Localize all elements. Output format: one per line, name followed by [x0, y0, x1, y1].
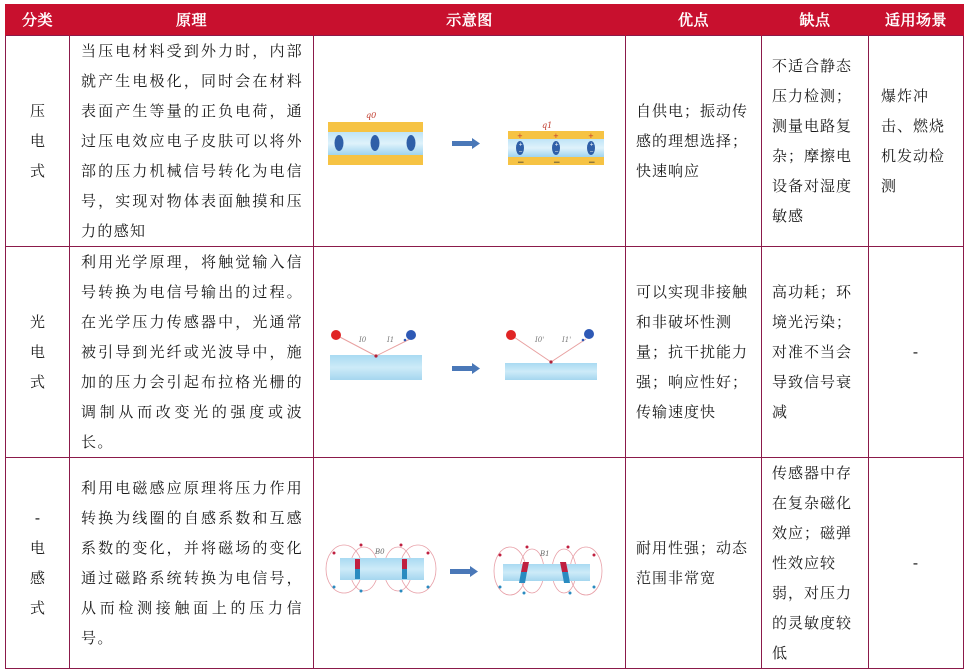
i1-prime-label: I1' — [562, 336, 572, 344]
inductive-diagram — [314, 463, 626, 663]
advantages-cell: 自供电；振动传感的理想选择；快速响应 — [626, 36, 762, 247]
table-header-row — [6, 4, 964, 36]
table-row — [6, 458, 964, 669]
svg-text:−: − — [554, 149, 559, 155]
diagram-cell — [314, 36, 626, 247]
optical-diagram — [314, 252, 626, 452]
b1-label: B1 — [540, 550, 550, 558]
category-label: -电感式 — [29, 509, 45, 617]
header-disadvantages: 缺点 — [762, 4, 869, 36]
sensor-comparison-table — [5, 4, 964, 669]
svg-text:−: − — [517, 158, 525, 168]
scenarios-cell: - — [869, 458, 964, 669]
i1-label: I1 — [387, 336, 395, 344]
svg-text:−: − — [588, 158, 596, 168]
svg-text:+: + — [518, 142, 523, 148]
principle-cell: 利用光学原理，将触觉输入信号转换为电信号输出的过程。在光学压力传感器中，光通常被引导到光纤或光波导中，施加的压力会引起布拉格光栅的调制从而改变光的强度或波长。 — [70, 247, 314, 458]
table-row — [6, 247, 964, 458]
b0-label: B0 — [375, 548, 385, 556]
i0-label: I0 — [359, 336, 367, 344]
header-principle: 原理 — [70, 4, 314, 36]
disadvantages-cell: 不适合静态压力检测；测量电路复杂；摩擦电设备对湿度敏感 — [762, 36, 869, 247]
q0-label: q0 — [366, 111, 377, 120]
svg-text:−: − — [518, 149, 523, 155]
svg-text:−: − — [589, 149, 594, 155]
principle-cell: 利用电磁感应原理将压力作用转换为线圈的自感系数和互感系数的变化，并将磁场的变化通过磁路系统转换为电信号，从而检测接触面上的压力信号。 — [70, 458, 314, 669]
category-cell — [6, 36, 70, 247]
category-label: 光电式 — [29, 313, 45, 391]
header-category: 分类 — [6, 4, 70, 36]
header-scenarios: 适用场景 — [869, 4, 964, 36]
advantages-cell: 可以实现非接触和非破坏性测量；抗干扰能力强；响应性好；传输速度快 — [626, 247, 762, 458]
svg-text:+: + — [589, 142, 594, 148]
optical-illustration-icon — [314, 252, 626, 452]
scenarios-cell: - — [869, 247, 964, 458]
disadvantages-cell: 传感器中存在复杂磁化效应；磁弹性效应较弱，对压力的灵敏度较低 — [762, 458, 869, 669]
category-label: 压电式 — [29, 102, 45, 180]
principle-cell: 当压电材料受到外力时，内部就产生电极化，同时会在材料表面产生等量的正负电荷，通过压电效应电子皮肤可以将外部的压力机械信号转化为电信号，实现对物体表面触摸和压力的感知 — [70, 36, 314, 247]
i0-prime-label: I0' — [535, 336, 545, 344]
diagram-cell — [314, 247, 626, 458]
piezoelectric-illustration-icon — [314, 41, 626, 241]
svg-text:+: + — [554, 142, 559, 148]
svg-text:+: + — [588, 132, 594, 140]
piezoelectric-diagram — [314, 41, 626, 241]
category-cell — [6, 247, 70, 458]
svg-text:+: + — [517, 132, 523, 140]
inductive-illustration-icon — [314, 463, 626, 663]
diagram-cell — [314, 458, 626, 669]
disadvantages-cell: 高功耗；环境光污染；对准不当会导致信号衰减 — [762, 247, 869, 458]
category-cell — [6, 458, 70, 669]
advantages-cell: 耐用性强；动态范围非常宽 — [626, 458, 762, 669]
scenarios-cell: 爆炸冲击、燃烧机发动检测 — [869, 36, 964, 247]
q1-label: q1 — [542, 121, 553, 130]
comparison-table-container — [5, 4, 963, 669]
header-advantages: 优点 — [626, 4, 762, 36]
table-row — [6, 36, 964, 247]
svg-text:−: − — [553, 158, 561, 168]
header-diagram: 示意图 — [314, 4, 626, 36]
svg-text:+: + — [553, 132, 559, 140]
